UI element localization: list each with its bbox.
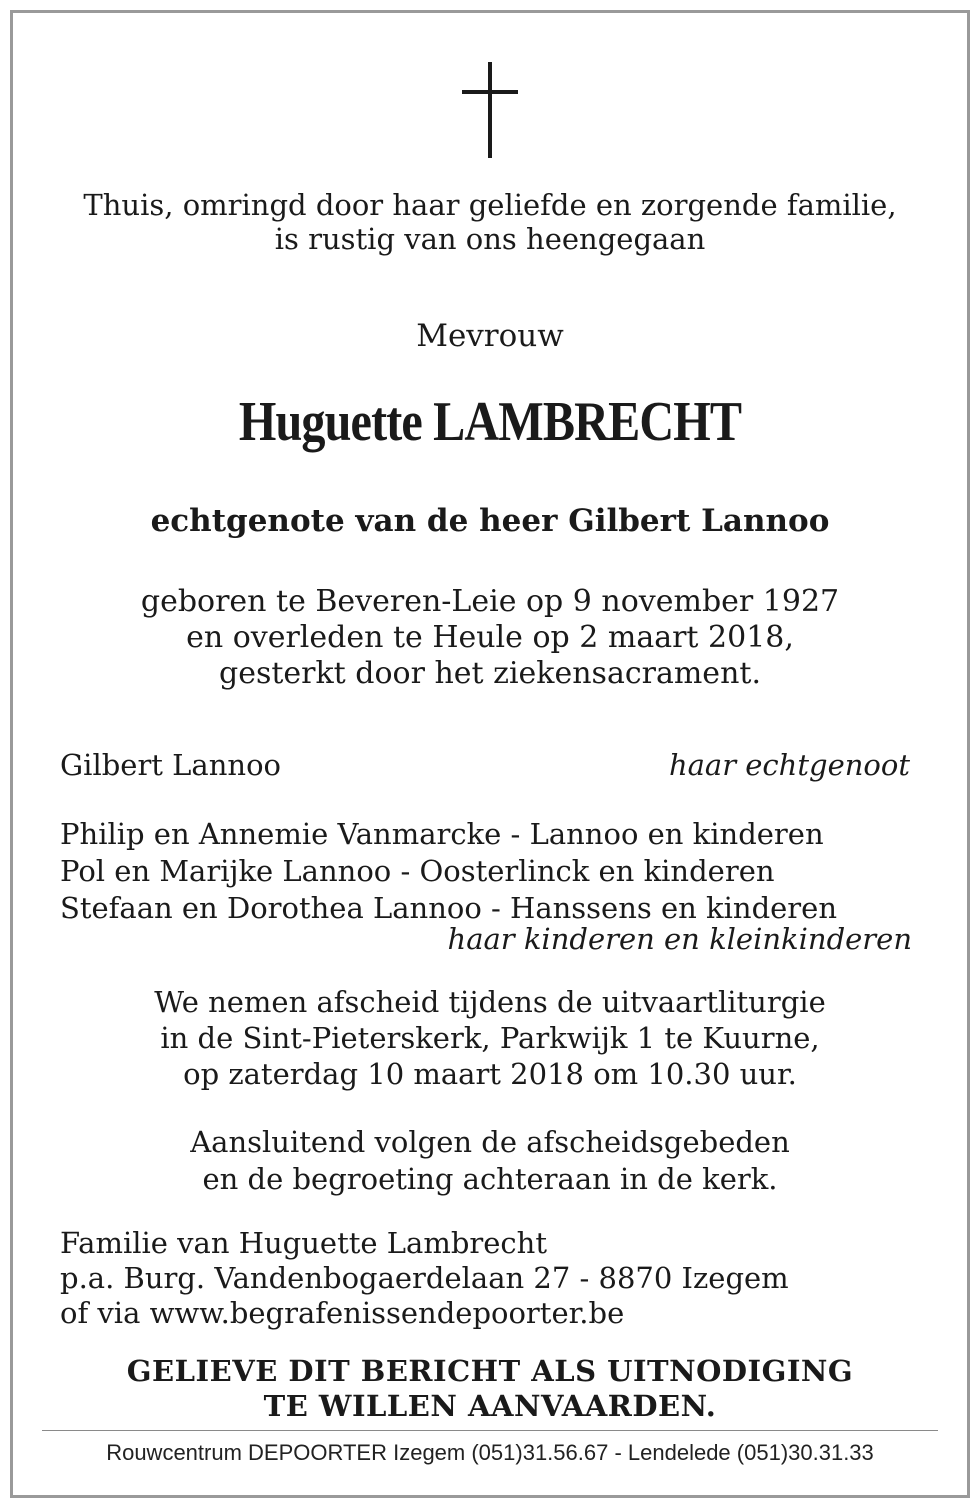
- funeral-line: We nemen afscheid tijdens de uitvaartliturgie: [154, 985, 826, 1019]
- dates-line: gesterkt door het ziekensacrament.: [219, 656, 761, 691]
- child-line: Pol en Marijke Lannoo - Oosterlinck en kinderen: [60, 854, 775, 888]
- intro-line: Thuis, omringd door haar geliefde en zorgende familie,: [83, 188, 897, 222]
- spouse-line: echtgenote van de heer Gilbert Lannoo: [150, 503, 830, 539]
- intro-text: [0, 188, 980, 256]
- notice-line: TE WILLEN AANVAARDEN.: [263, 1389, 717, 1423]
- invitation-notice: [0, 1354, 980, 1424]
- child-line: Philip en Annemie Vanmarcke - Lannoo en kinderen: [60, 817, 824, 851]
- husband-row: [60, 748, 912, 782]
- child-line: Stefaan en Dorothea Lannoo - Hanssens en kinderen: [60, 891, 838, 925]
- contact-line: Familie van Huguette Lambrecht: [60, 1226, 547, 1260]
- children-list: [60, 816, 912, 927]
- salutation: Mevrouw: [416, 318, 564, 354]
- cross-icon: [0, 62, 980, 158]
- contact-website[interactable]: of via www.begrafenissendepoorter.be: [60, 1296, 625, 1330]
- contact-line: p.a. Burg. Vandenbogaerdelaan 27 - 8870 Izegem: [60, 1261, 789, 1295]
- deceased-name: Huguette LAMBRECHT: [238, 391, 742, 453]
- footer-funeral-home: Rouwcentrum DEPOORTER Izegem (051)31.56.67 - Lendelede (051)30.31.33: [106, 1440, 874, 1465]
- dates-line: en overleden te Heule op 2 maart 2018,: [186, 620, 794, 655]
- dates-text: [0, 584, 980, 692]
- husband-name: Gilbert Lannoo: [60, 748, 281, 782]
- contact-block: [60, 1226, 789, 1331]
- funeral-line: op zaterdag 10 maart 2018 om 10.30 uur.: [183, 1057, 797, 1091]
- funeral-text: [0, 984, 980, 1092]
- notice-line: GELIEVE DIT BERICHT ALS UITNODIGING: [126, 1354, 854, 1388]
- after-text: [0, 1124, 980, 1198]
- funeral-line: in de Sint-Pieterskerk, Parkwijk 1 te Kuurne,: [160, 1021, 820, 1055]
- intro-line: is rustig van ons heengegaan: [274, 222, 706, 256]
- footer-divider: [42, 1430, 938, 1431]
- after-line: Aansluitend volgen de afscheidsgebeden: [190, 1125, 790, 1159]
- dates-line: geboren te Beveren-Leie op 9 november 1927: [140, 584, 840, 619]
- after-line: en de begroeting achteraan in de kerk.: [202, 1162, 778, 1196]
- husband-role: haar echtgenoot: [668, 748, 910, 782]
- children-role: haar kinderen en kleinkinderen: [447, 922, 912, 956]
